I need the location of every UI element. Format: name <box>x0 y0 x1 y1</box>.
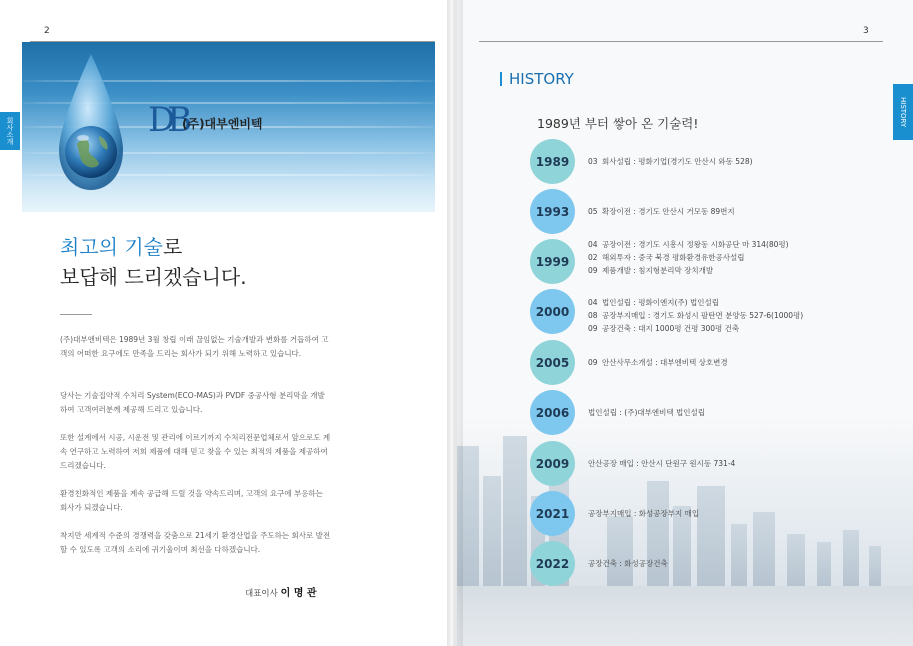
intro-paragraph-1: (주)대부엔비텍은 1989년 3월 창립 이래 끊임없는 기술개발과 변화를 거듭하여 고객의 어떠한 요구에도 만족을 드리는 회사가 되기 위해 노력하고 있습니다. <box>60 335 329 358</box>
events-2000: 04 법인설립 : 평화이엔지(주) 법인설립 08 공장부지매입 : 경기도 화성시 팔탄면 분양동 527-6(1000평) 09 공장건축 : 대지 1000평 건평 300평 건축 <box>588 298 804 333</box>
city-skyline-background <box>457 416 913 646</box>
year-badge-2021: 2021 <box>530 491 575 536</box>
water-drop-earth-icon <box>55 52 127 192</box>
page-number-right: 3 <box>863 26 869 36</box>
intro-paragraph-3: 또한 설계에서 시공, 시운전 및 관리에 이르기까지 수처리전문업체로서 앞으로도 계속 연구하고 노력하여 저희 제품에 대해 믿고 찾을 수 있는 최적의 제품을 제공하여 드리겠습니다. <box>60 433 331 470</box>
events-2022: 공장건축 : 화성공장건축 <box>588 559 668 568</box>
events-2009: 안산공장 매입 : 안산시 단원구 원시동 731-4 <box>588 459 736 468</box>
headline-line1-rest: 로 <box>162 235 183 259</box>
right-page <box>457 0 913 646</box>
year-badge-2022: 2022 <box>530 541 575 586</box>
year-badge-2006: 2006 <box>530 390 575 435</box>
year-badge-1993: 1993 <box>530 189 575 234</box>
events-2021: 공장부지매입 : 화성공장부지 매입 <box>588 509 700 518</box>
headline <box>60 232 247 292</box>
left-page <box>0 0 453 646</box>
history-title: HISTORY <box>509 70 574 88</box>
divider <box>60 314 92 315</box>
year-badge-1989: 1989 <box>530 139 575 184</box>
year-badge-2009: 2009 <box>530 441 575 486</box>
ceo-title: 대표이사 <box>245 589 278 599</box>
events-2006: 법인설립 : (주)대부엔비텍 법인설립 <box>588 408 705 417</box>
year-badge-2005: 2005 <box>530 340 575 385</box>
headline-line2: 보답해 드리겠습니다. <box>60 265 247 289</box>
top-rule-right <box>479 41 883 42</box>
events-1993: 05 확장이전 : 경기도 안산시 거모동 89번지 <box>588 207 735 216</box>
company-logo-mark: DB <box>148 100 185 140</box>
ceo-signature <box>245 584 317 599</box>
page-number-left: 2 <box>44 26 50 36</box>
side-tab-left: 회사소개 <box>0 112 20 150</box>
year-badge-1999: 1999 <box>530 239 575 284</box>
events-2005: 09 안산사무소개설 : 대부엔비텍 상호변경 <box>588 358 728 367</box>
ceo-name: 이 명 관 <box>280 588 317 599</box>
book-gutter <box>447 0 463 646</box>
intro-paragraph-5: 착지만 세계적 수준의 경쟁력을 갖춤으로 21세기 환경산업을 주도하는 회사로 발전할 수 있도록 고객의 소리에 귀기울이며 최선을 다하겠습니다. <box>60 531 331 554</box>
events-1999: 04 공장이전 : 경기도 시흥시 정왕동 시화공단 마 314(80평) 02 해외투자 : 중국 북경 평화환경유한공사설립 09 제품개발 : 침지형분리막 장치개발 <box>588 240 789 275</box>
history-title-marker <box>500 72 502 86</box>
events-1989: 03 회사설립 : 평화기업(경기도 안산시 와동 528) <box>588 157 753 166</box>
history-subtitle: 1989년 부터 쌓아 온 기술력! <box>537 116 699 131</box>
year-badge-2000: 2000 <box>530 289 575 334</box>
side-tab-right: HISTORY <box>893 84 913 140</box>
intro-paragraph-2: 당사는 기술집약적 수처리 System(ECO-MAS)과 PVDF 중공사형 분리막을 개발하여 고객여러분께 제공해 드리고 있습니다. <box>60 391 325 414</box>
company-name: (주)대부엔비텍 <box>182 117 263 131</box>
headline-highlight: 최고의 기술 <box>60 235 163 259</box>
intro-paragraph-4: 환경친화적인 제품을 계속 공급해 드릴 것을 약속드리며, 고객의 요구에 부응하는 회사가 되겠습니다. <box>60 489 323 512</box>
